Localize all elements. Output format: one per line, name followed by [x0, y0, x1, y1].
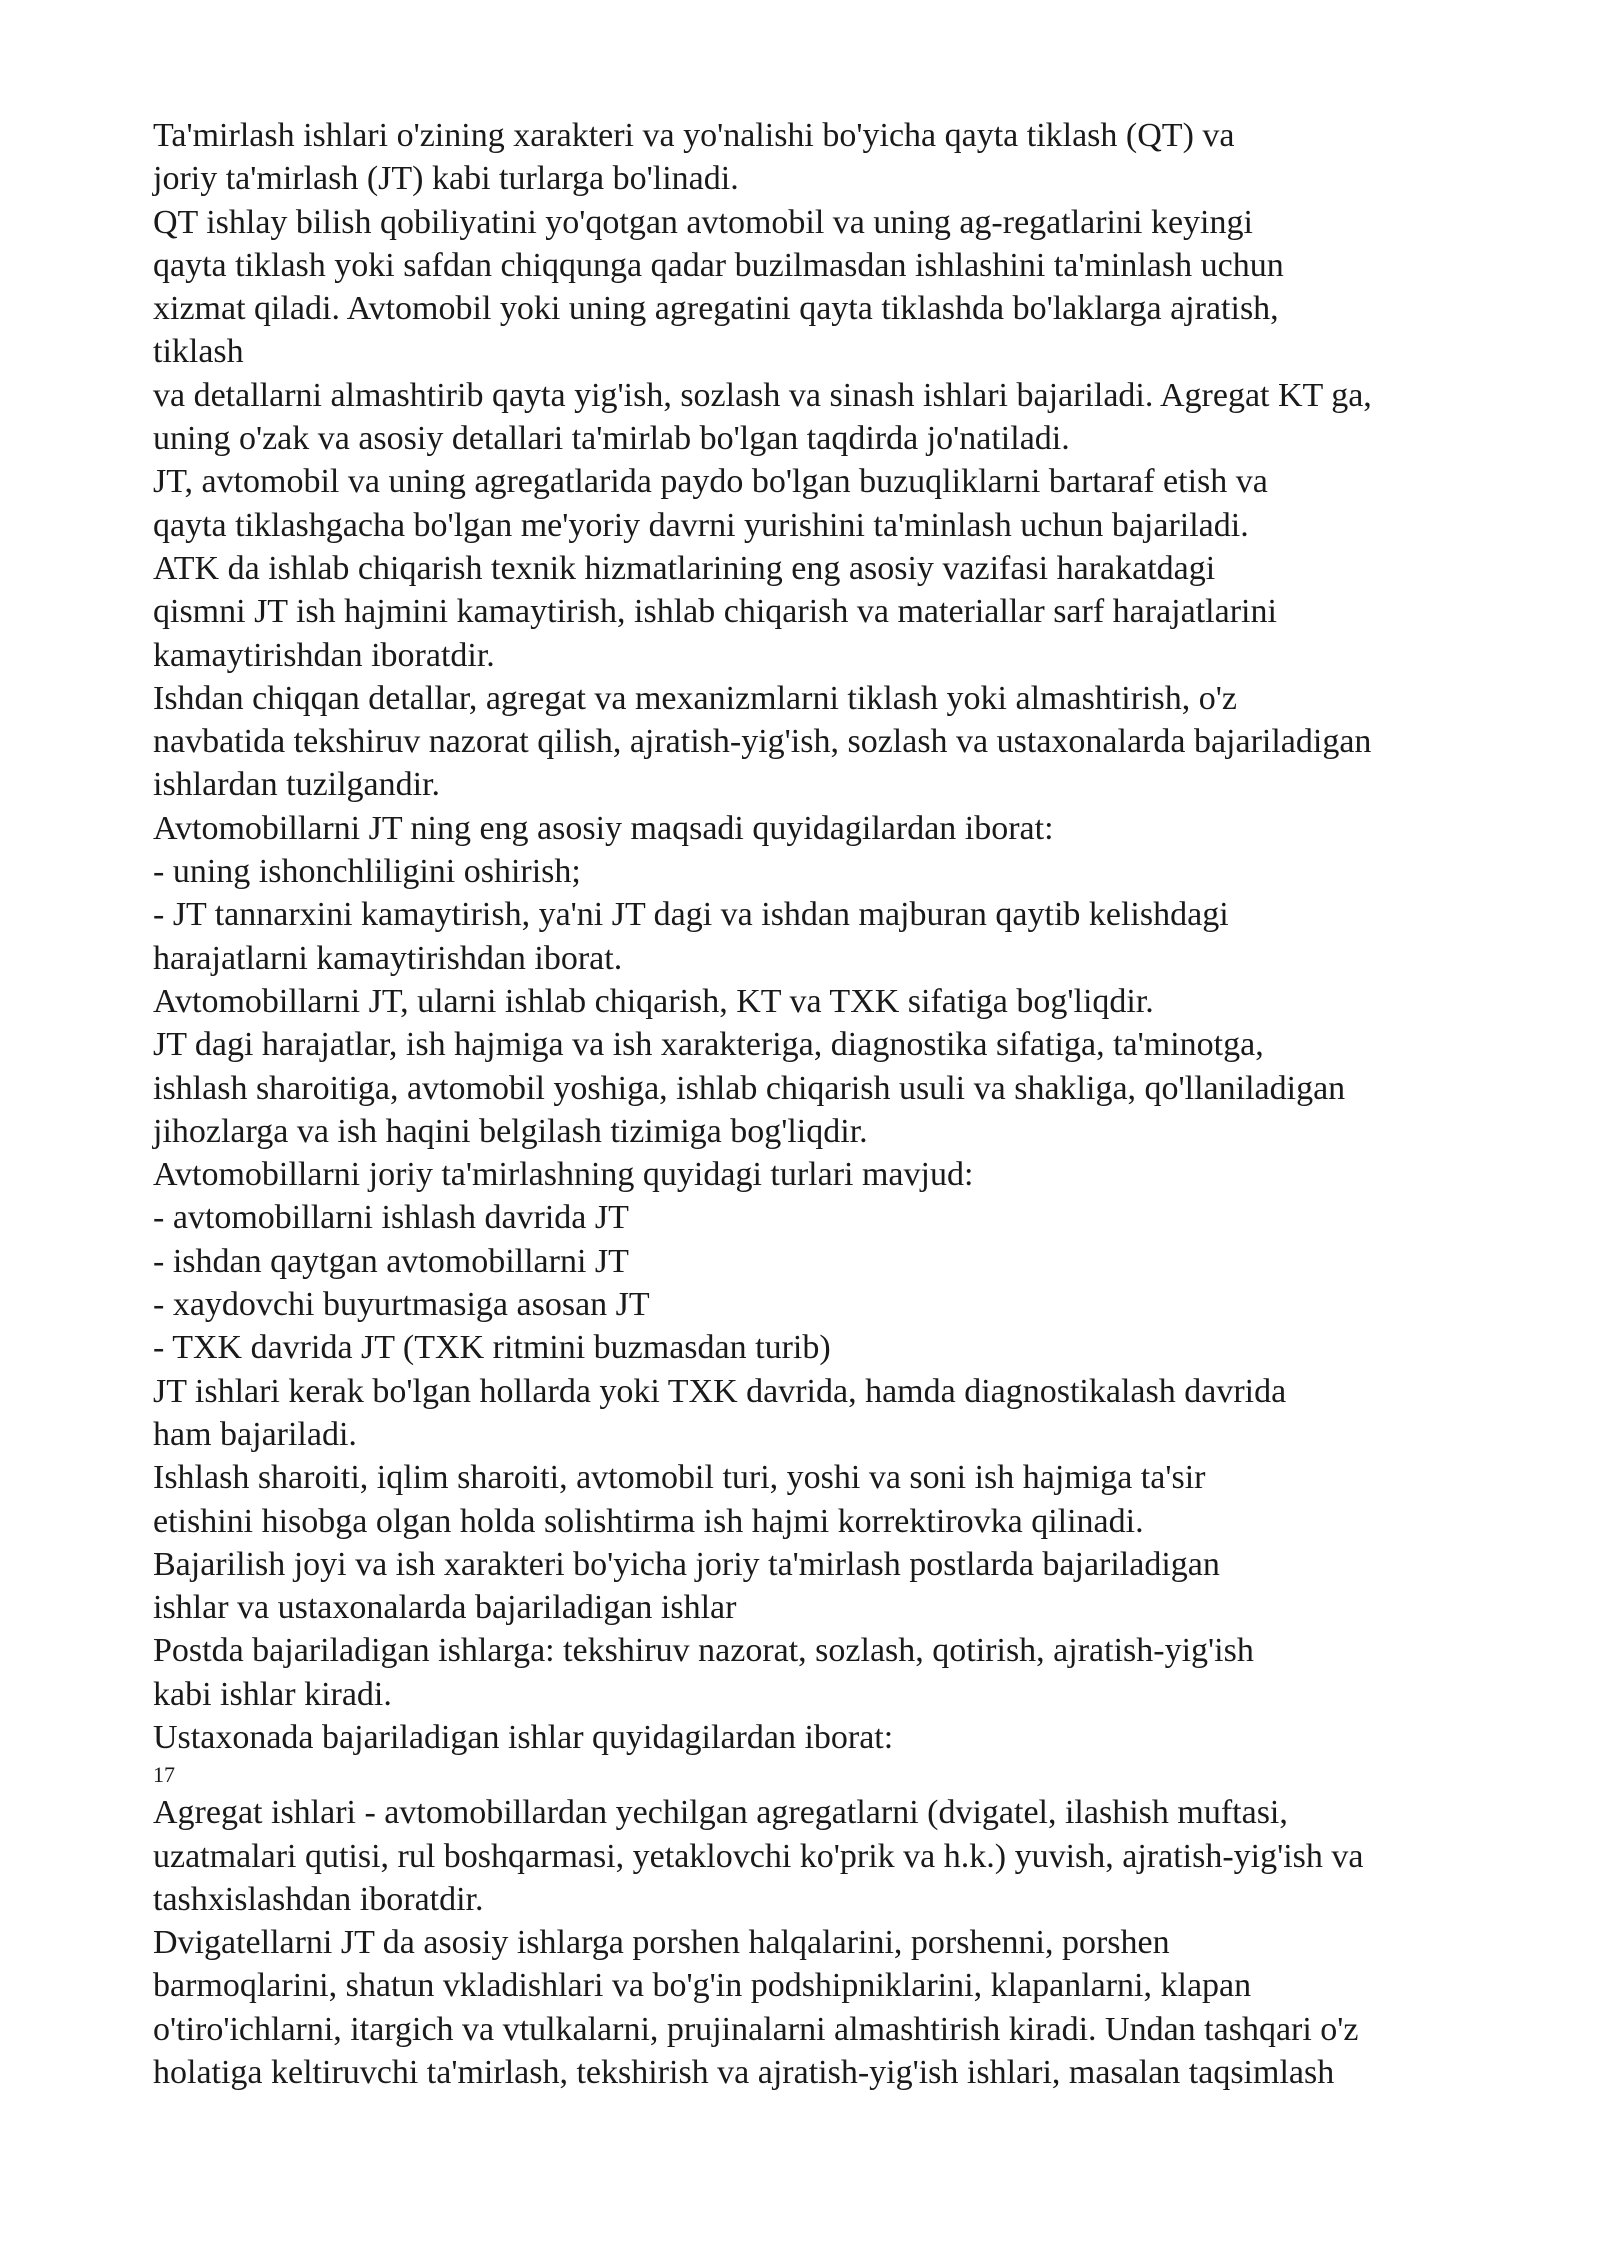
text-line: uning o'zak va asosiy detallari ta'mirlab bo'lgan taqdirda jo'natiladi. — [153, 420, 1070, 458]
text-line: Avtomobillarni joriy ta'mirlashning quyidagi turlari mavjud: — [153, 1156, 974, 1194]
text-line: etishini hisobga olgan holda solishtirma ish hajmi korrektirovka qilinadi. — [153, 1502, 1144, 1540]
text-line: tashxislashdan iboratdir. — [153, 1880, 484, 1918]
text-line: jihozlarga va ish haqini belgilash tizimiga bog'liqdir. — [153, 1112, 868, 1150]
text-line: Dvigatellarni JT da asosiy ishlarga porshen halqalarini, porshenni, porshen — [153, 1924, 1170, 1962]
text-line: - avtomobillarni ishlash davrida JT — [153, 1199, 629, 1237]
text-line: navbatida tekshiruv nazorat qilish, ajratish-yig'ish, sozlash va ustaxonalarda bajariladigan — [153, 723, 1372, 761]
text-line: Agregat ishlari - avtomobillardan yechilgan agregatlarni (dvigatel, ilashish muftasi, — [153, 1794, 1288, 1832]
text-line: Ustaxonada bajariladigan ishlar quyidagilardan iborat: — [153, 1718, 894, 1756]
text-line: QT ishlay bilish qobiliyatini yo'qotgan avtomobil va uning ag-regatlarini keyingi — [153, 203, 1253, 241]
text-line: Postda bajariladigan ishlarga: tekshiruv nazorat, sozlash, qotirish, ajratish-yig'ish — [153, 1632, 1254, 1670]
text-line: holatiga keltiruvchi ta'mirlash, tekshirish va ajratish-yig'ish ishlari, masalan taqsimlash — [153, 2054, 1335, 2092]
text-line: Ta'mirlash ishlari o'zining xarakteri va yo'nalishi bo'yicha qayta tiklash (QT) va — [153, 117, 1235, 154]
text-line: ATK da ishlab chiqarish texnik hizmatlarining eng asosiy vazifasi harakatdagi — [153, 549, 1216, 587]
text-line: kabi ishlar kiradi. — [153, 1675, 392, 1713]
text-line: ishlar va ustaxonalarda bajariladigan ishlar — [153, 1589, 737, 1627]
text-line: - uning ishonchliligini oshirish; — [153, 853, 581, 891]
text-line: qayta tiklashgacha bo'lgan me'yoriy davrni yurishini ta'minlash uchun bajariladi. — [153, 506, 1249, 544]
text-line: va detallarni almashtirib qayta yig'ish, sozlash va sinash ishlari bajariladi. Agregat KT ga, — [153, 376, 1372, 414]
text-line: ham bajariladi. — [153, 1415, 357, 1453]
text-line: tiklash — [153, 333, 244, 371]
text-line: Ishlash sharoiti, iqlim sharoiti, avtomobil turi, yoshi va soni ish hajmiga ta'sir — [153, 1459, 1206, 1497]
text-line: JT dagi harajatlar, ish hajmiga va ish xarakteriga, diagnostika sifatiga, ta'minotga, — [153, 1026, 1264, 1064]
text-line: - TXK davrida JT (TXK ritmini buzmasdan turib) — [153, 1329, 831, 1367]
text-line: ishlardan tuzilgandir. — [153, 766, 441, 804]
text-line: - xaydovchi buyurtmasiga asosan JT — [153, 1286, 650, 1324]
text-line: barmoqlarini, shatun vkladishlari va bo'g'in podshipniklarini, klapanlarni, klapan — [153, 1967, 1252, 2005]
text-line: uzatmalari qutisi, rul boshqarmasi, yetaklovchi ko'prik va h.k.) yuvish, ajratish-yig'ish va — [153, 1837, 1364, 1875]
text-line: qayta tiklash yoki safdan chiqqunga qadar buzilmasdan ishlashini ta'minlash uchun — [153, 246, 1284, 284]
text-line: Avtomobillarni JT, ularni ishlab chiqarish, KT va TXK sifatiga bog'liqdir. — [153, 982, 1154, 1020]
text-block-after-page-number — [153, 1791, 1513, 2094]
text-line: kamaytirishdan iboratdir. — [153, 636, 495, 674]
text-block-before-page-number — [153, 114, 1513, 1759]
text-line: xizmat qiladi. Avtomobil yoki uning agregatini qayta tiklashda bo'laklarga ajratish, — [153, 290, 1279, 328]
text-line: Ishdan chiqqan detallar, agregat va mexanizmlarni tiklash yoki almashtirish, o'z — [153, 679, 1237, 717]
text-line: Bajarilish joyi va ish xarakteri bo'yicha joriy ta'mirlash postlarda bajariladigan — [153, 1545, 1220, 1583]
document-body — [153, 114, 1513, 2094]
text-line: JT ishlari kerak bo'lgan hollarda yoki TXK davrida, hamda diagnostikalash davrida — [153, 1372, 1287, 1410]
text-line: - ishdan qaytgan avtomobillarni JT — [153, 1242, 629, 1280]
text-line: JT, avtomobil va uning agregatlarida paydo bo'lgan buzuqliklarni bartaraf etish va — [153, 463, 1268, 501]
text-line: harajatlarni kamaytirishdan iborat. — [153, 939, 623, 977]
text-line: - JT tannarxini kamaytirish, ya'ni JT dagi va ishdan majburan qaytib kelishdagi — [153, 896, 1229, 934]
page-number: 17 — [153, 1762, 175, 1788]
text-line: Avtomobillarni JT ning eng asosiy maqsadi quyidagilardan iborat: — [153, 809, 1054, 847]
text-line: o'tiro'ichlarni, itargich va vtulkalarni, prujinalarni almashtirish kiradi. Undan tashqari o'z — [153, 2010, 1359, 2048]
text-line: qismni JT ish hajmini kamaytirish, ishlab chiqarish va materiallar sarf harajatlarini — [153, 593, 1277, 631]
text-line: joriy ta'mirlash (JT) kabi turlarga bo'linadi. — [153, 160, 739, 198]
text-line: ishlash sharoitiga, avtomobil yoshiga, ishlab chiqarish usuli va shakliga, qo'llaniladigan — [153, 1069, 1346, 1107]
